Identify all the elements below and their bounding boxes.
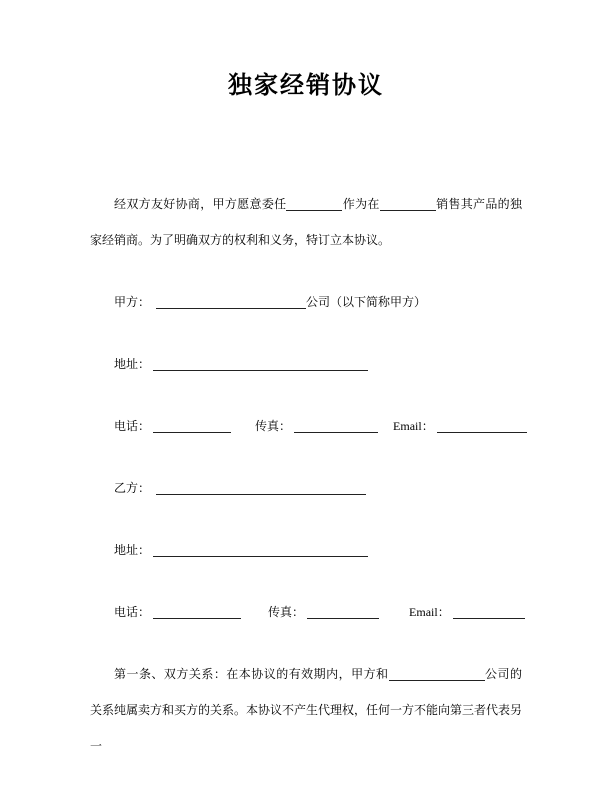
party-b-phone-blank — [153, 606, 241, 619]
party-b-contact-line — [90, 594, 522, 630]
clause-1-text-1: 第一条、双方关系：在本协议的有效期内，甲方和 — [114, 667, 389, 681]
party-a-phone-blank — [153, 420, 231, 433]
party-b-phone-label: 电话： — [114, 605, 151, 619]
party-b-address-blank — [153, 544, 368, 557]
party-a-fax-label: 传真： — [255, 419, 292, 433]
intro-text-2: 作为在 — [342, 197, 380, 211]
clause-1-company-blank — [389, 668, 485, 681]
party-b-address-label: 地址： — [114, 543, 151, 557]
distributor-name-blank — [286, 198, 342, 211]
party-b-address-line — [90, 532, 522, 568]
intro-text-1: 经双方友好协商，甲方愿意委任 — [114, 197, 287, 211]
party-a-address-blank — [153, 358, 368, 371]
clause-1-paragraph — [90, 656, 522, 764]
party-a-email-blank — [437, 420, 527, 433]
party-a-contact-line — [90, 408, 522, 444]
territory-blank — [380, 198, 436, 211]
clause-1-text-2: 公司的关系纯属卖方和买方的关系。本协议不产生代理权，任何一方不能向第三者代表另一 — [90, 667, 523, 753]
intro-text-3: 销售其产品的独家经销商。为了明确双方的权利和义务，特订立本协议。 — [90, 197, 522, 247]
party-b-fax-blank — [307, 606, 379, 619]
party-b-line — [90, 470, 522, 506]
intro-paragraph — [90, 186, 522, 258]
party-b-label: 乙方： — [114, 481, 151, 495]
party-b-email-label: Email： — [409, 605, 450, 619]
party-b-email-blank — [453, 606, 525, 619]
party-a-label: 甲方： — [114, 295, 151, 309]
party-a-email-label: Email： — [393, 419, 434, 433]
party-a-name-blank — [156, 296, 306, 309]
party-a-phone-label: 电话： — [114, 419, 151, 433]
party-a-address-label: 地址： — [114, 357, 151, 371]
party-b-fax-label: 传真： — [268, 605, 305, 619]
party-b-name-blank — [156, 482, 366, 495]
document-title: 独家经销协议 — [228, 73, 384, 99]
party-a-address-line — [90, 346, 522, 382]
party-a-line — [90, 284, 522, 320]
party-a-fax-blank — [294, 420, 378, 433]
party-a-suffix: 公司（以下简称甲方） — [306, 295, 427, 309]
